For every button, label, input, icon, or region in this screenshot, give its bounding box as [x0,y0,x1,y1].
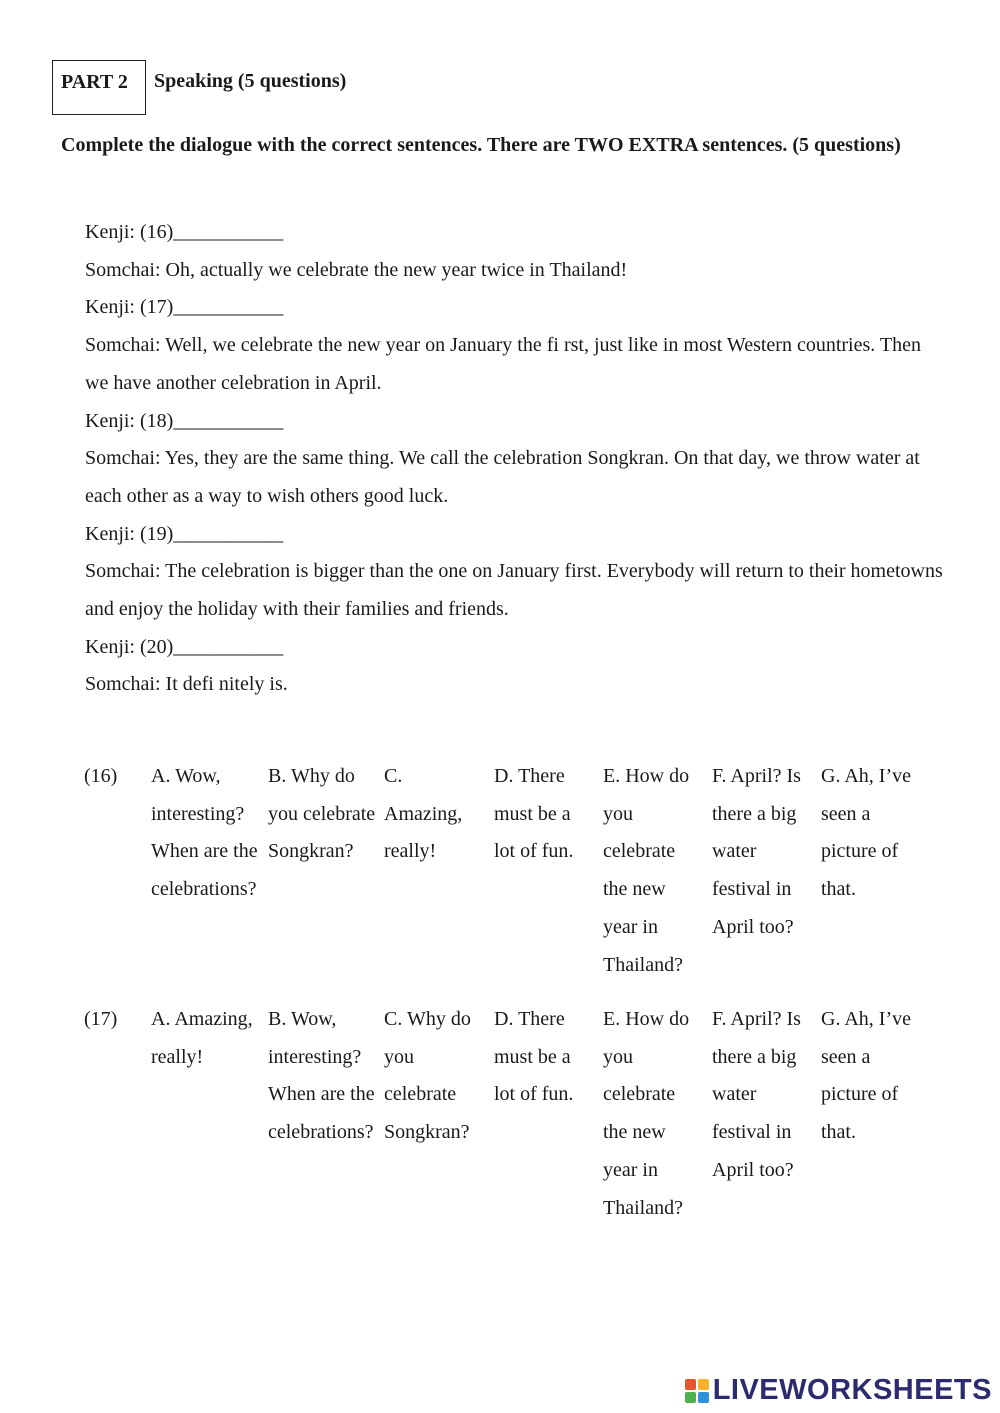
option-d[interactable]: D. There must be a lot of fun. [494,1008,574,1106]
part-label: PART 2 [52,60,146,115]
dialogue-line: Kenji: (18)___________ [85,409,284,432]
dialogue-line: Somchai: Well, we celebrate the new year on January the fi rst, just like in most Western countries. Then we have another celebration in April. [85,334,921,394]
dialogue [85,214,945,704]
option-d[interactable]: D. There must be a lot of fun. [494,765,574,863]
logo-square [685,1392,696,1403]
logo-icon [685,1379,709,1403]
liveworksheets-logo [685,1374,992,1407]
dialogue-line: Somchai: It defi nitely is. [85,673,288,696]
dialogue-line: Kenji: (17)___________ [85,296,284,319]
dialogue-line: Somchai: Oh, actually we celebrate the new year twice in Thailand! [85,258,628,281]
option-g[interactable]: G. Ah, I’ve seen a picture of that. [821,1008,911,1144]
instructions: Complete the dialogue with the correct sentences. There are TWO EXTRA sentences. (5 questions) [61,134,901,156]
dialogue-line: Somchai: Yes, they are the same thing. We call the celebration Songkran. On that day, we throw water at each other as a way to wish others good luck. [85,447,920,507]
question-number: (17) [84,1008,118,1030]
option-c[interactable]: C. Why do you celebrate Songkran? [384,1008,471,1144]
logo-text: LIVEWORKSHEETS [712,1374,992,1406]
dialogue-line: Kenji: (19)___________ [85,522,284,545]
option-f[interactable]: F. April? Is there a big water festival in April too? [712,765,801,938]
option-e[interactable]: E. How do you celebrate the new year in Thailand? [603,765,690,976]
option-c[interactable]: C. Amazing, really! [384,765,463,863]
option-f[interactable]: F. April? Is there a big water festival in April too? [712,1008,801,1181]
option-e[interactable]: E. How do you celebrate the new year in Thailand? [603,1008,690,1219]
option-g[interactable]: G. Ah, I’ve seen a picture of that. [821,765,911,901]
dialogue-line: Kenji: (16)___________ [85,221,284,243]
option-b[interactable]: B. Why do you celebrate Songkran? [268,765,376,863]
logo-square [698,1392,709,1403]
question-number: (16) [84,765,118,787]
option-a[interactable]: A. Wow, interesting? When are the celebrations? [151,765,258,901]
dialogue-line: Somchai: The celebration is bigger than the one on January first. Everybody will return to their hometowns and enjoy the holiday with their families and friends. [85,560,943,621]
logo-square [698,1379,709,1390]
option-a[interactable]: A. Amazing, really! [151,1008,253,1068]
logo-square [685,1379,696,1390]
part-title: Speaking (5 questions) [154,70,347,92]
option-b[interactable]: B. Wow, interesting? When are the celebrations? [268,1008,375,1144]
dialogue-line: Kenji: (20)___________ [85,635,284,658]
